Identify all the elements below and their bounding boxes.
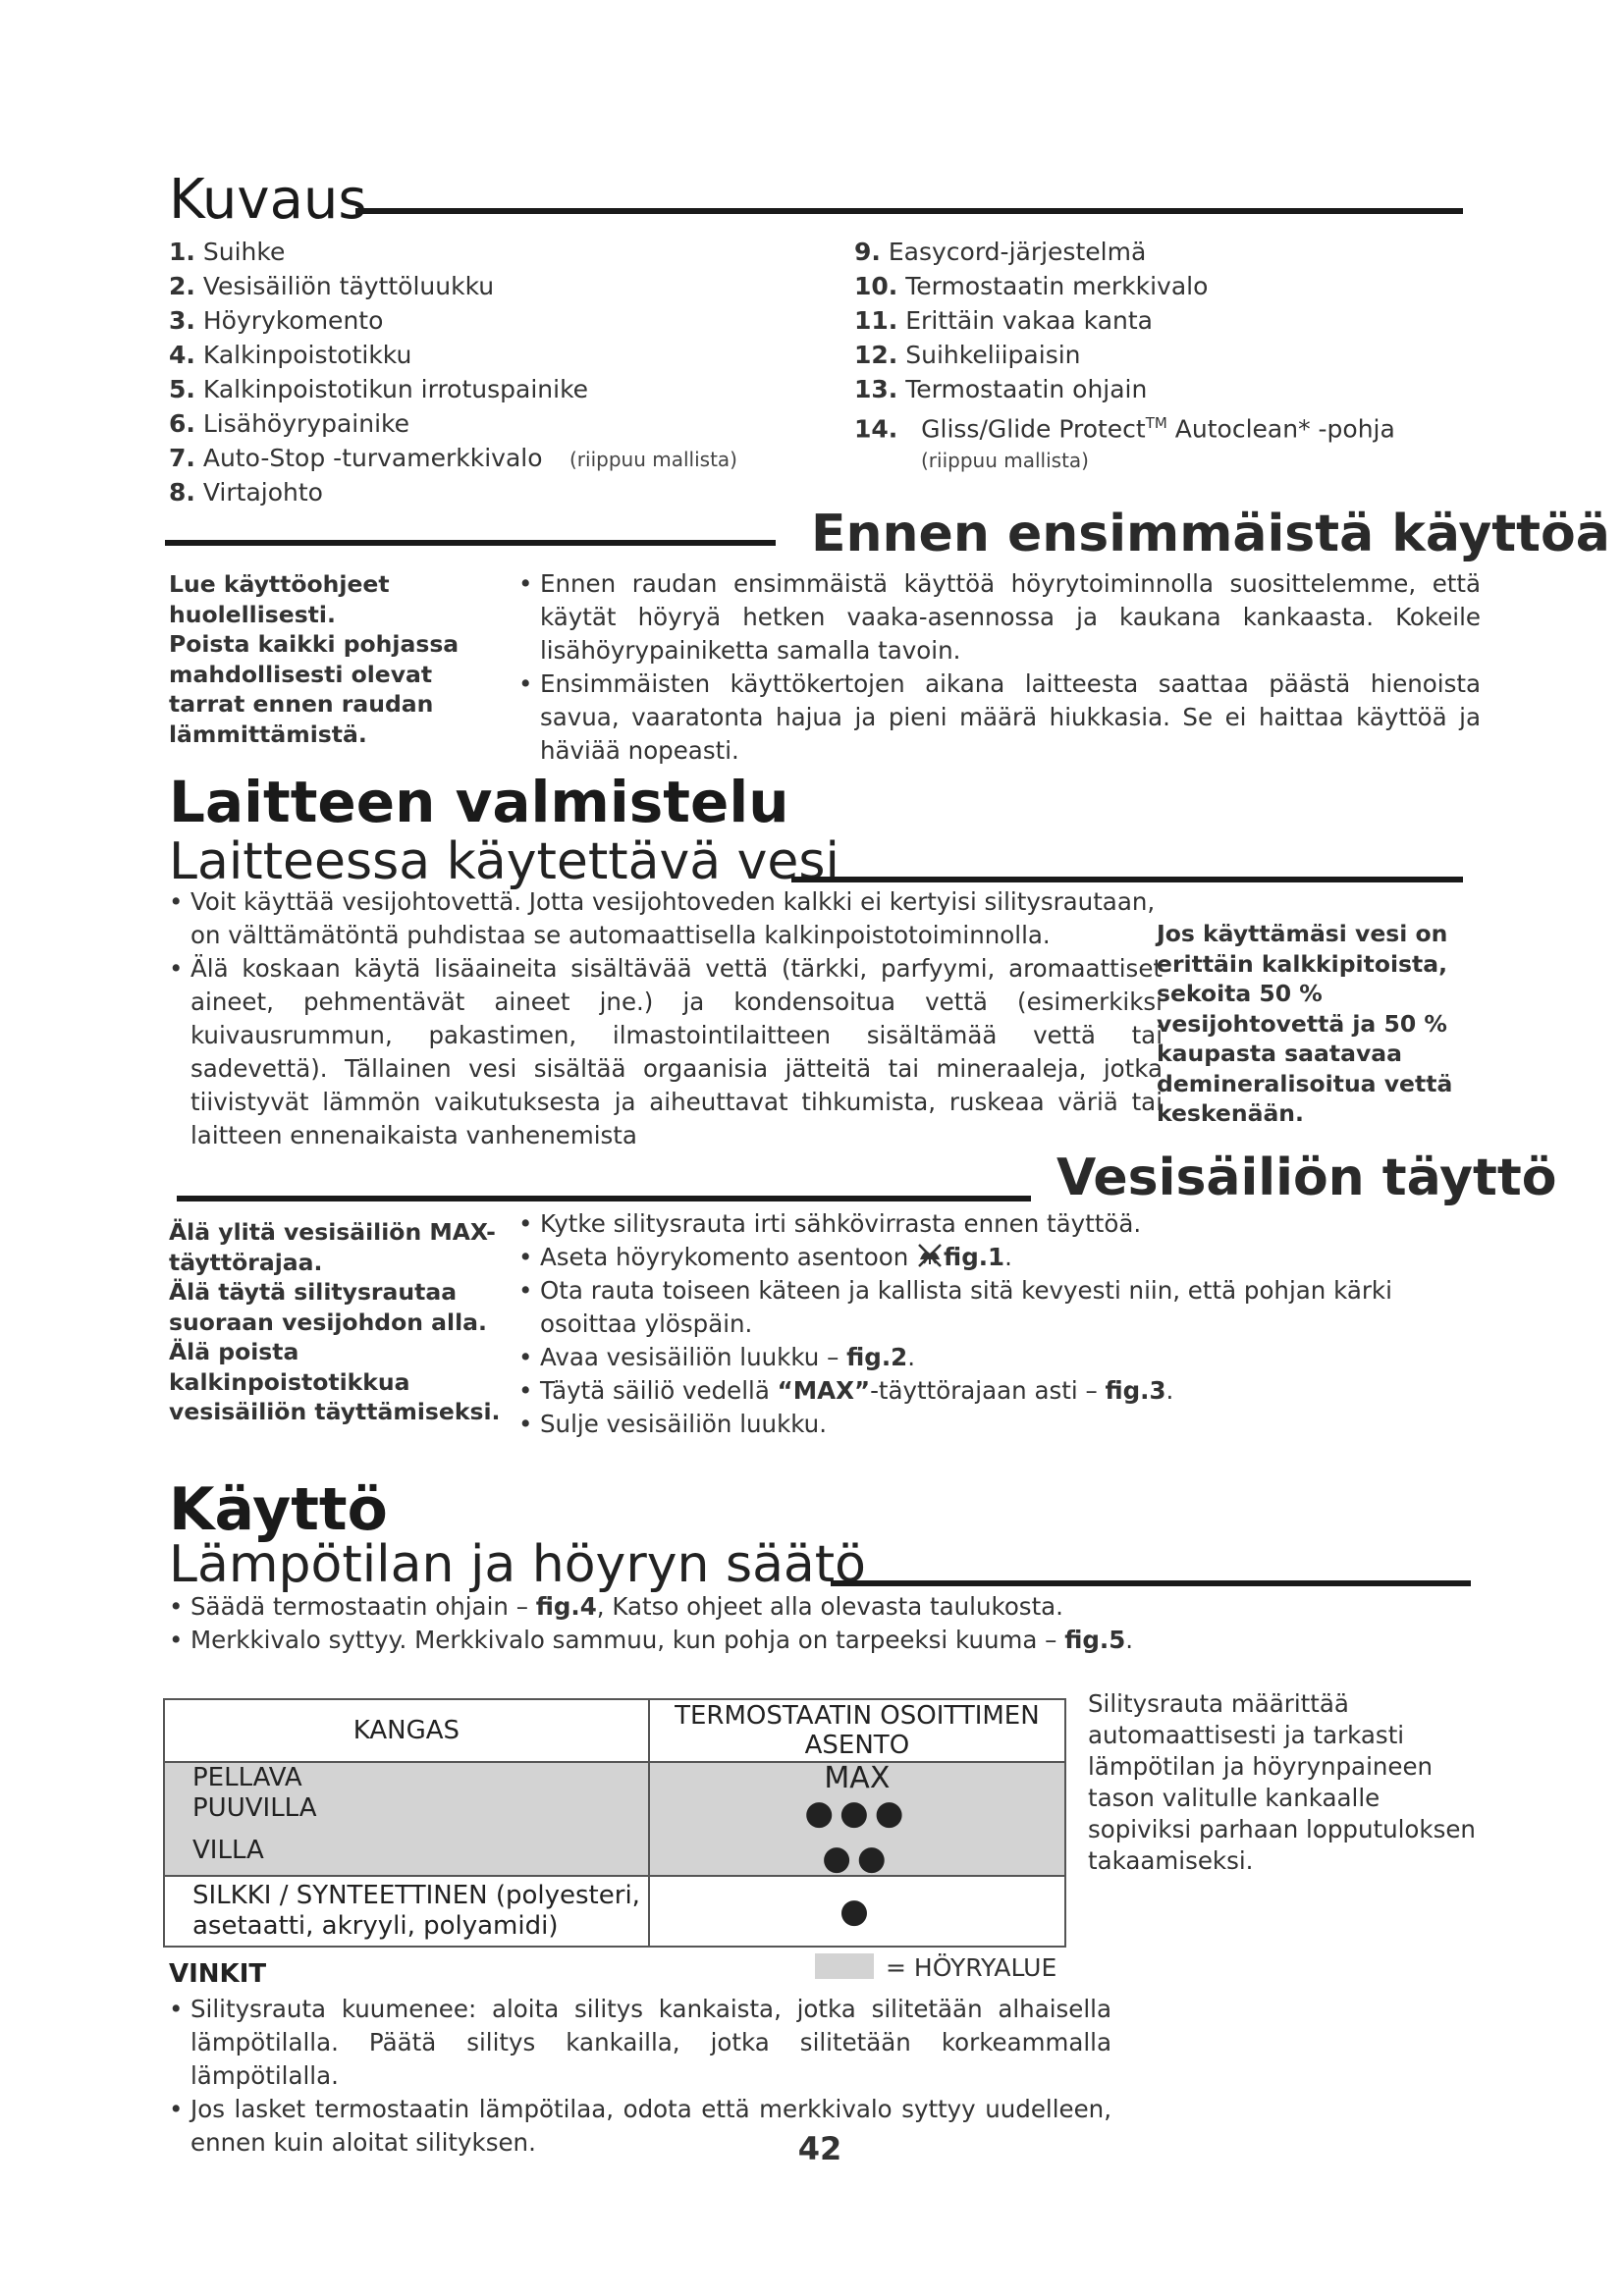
table-header: KANGAS bbox=[164, 1699, 649, 1762]
description-item: 11. Erittäin vakaa kanta bbox=[854, 306, 1153, 335]
description-item: 9. Easycord-järjestelmä bbox=[854, 238, 1147, 266]
list-item: • Älä koskaan käytä lisäaineita sisältävää vettä (tärkki, parfyymi, aromaattiset aineet, pehmentävät aineet jne.) ja kondensoitua vettä (esimerkiksi kuivausrummun, pakastimen, ilmastointilaitteen sisältämää vettä tai sadevettä). Tällainen vesi sisältää orgaanisia jätteitä tai mineraaleja, jotka tiivistyvät lämmön vaikutuksesta ja aiheuttavat tihkumista, ruskeaa väriä tai laitteen ennenaikaista vanhenemista bbox=[169, 952, 1163, 1152]
section-title-kuvaus: Kuvaus bbox=[169, 168, 367, 232]
description-item: 2. Vesisäiliön täyttöluukku bbox=[169, 272, 495, 300]
fabric-label: SILKKI / SYNTEETTINEN (polyesteri, asetaatti, akryyli, polyamidi) bbox=[164, 1876, 649, 1947]
bullet-list-tayttö bbox=[518, 1207, 1490, 1441]
description-list-left bbox=[169, 235, 856, 509]
description-item: 12. Suihkeliipaisin bbox=[854, 341, 1081, 369]
list-item: • Avaa vesisäiliön luukku – fig.2. bbox=[518, 1341, 1490, 1374]
bullet-list-vesi bbox=[169, 885, 1163, 1152]
model-note: (riippuu mallista) bbox=[569, 448, 737, 471]
fabric-label: PELLAVA bbox=[192, 1763, 302, 1792]
list-item: • Ensimmäisten käyttökertojen aikana laitteesta saattaa päästä hienoista savua, vaaratonta hajua ja pieni määrä hiukkasia. Se ei haittaa käyttöä ja häviää nopeasti. bbox=[518, 667, 1481, 768]
description-item: 7. Auto-Stop -turvamerkkivalo (riippuu mallista) bbox=[169, 441, 856, 475]
model-note: (riippuu mallista) bbox=[921, 449, 1089, 473]
description-item: 14. Gliss/Glide Protect™ Autoclean* -pohja bbox=[854, 414, 1395, 444]
list-item: • Ota rauta toiseen käteen ja kallista sitä kevyesti niin, että pohjan kärki osoittaa ylöspäin. bbox=[518, 1274, 1490, 1341]
section-title-valmistelu: Laitteen valmistelu bbox=[169, 769, 789, 835]
description-item: 10. Termostaatin merkkivalo bbox=[854, 272, 1209, 300]
section-rule bbox=[165, 540, 776, 546]
list-item: • Täytä säiliö vedellä “MAX”-täyttörajaan asti – fig.3. bbox=[518, 1374, 1490, 1408]
section-title-tayttö: Vesisäiliön täyttö bbox=[1056, 1148, 1557, 1207]
section-rule bbox=[177, 1196, 1031, 1201]
section-title-kaytto: Käyttö bbox=[169, 1475, 388, 1544]
description-item: 4. Kalkinpoistotikku bbox=[169, 341, 412, 369]
setting-value: MAX bbox=[824, 1761, 891, 1795]
tips-title: VINKIT bbox=[169, 1959, 267, 1989]
description-list-right bbox=[854, 235, 1492, 475]
list-item: • Ennen raudan ensimmäistä käyttöä höyrytoiminnolla suosittelemme, että käytät höyryä hetken vaaka-asennossa ja kaukana kankaasta. Kokeile lisähöyrypainiketta samalla tavoin. bbox=[518, 567, 1481, 667]
table-header: TERMOSTAATIN OSOITTIMEN ASENTO bbox=[649, 1699, 1065, 1762]
fabric-label: VILLA bbox=[192, 1836, 264, 1865]
list-item: • Kytke silitysrauta irti sähkövirrasta ennen täyttöä. bbox=[518, 1207, 1490, 1241]
setting-value: ●●● bbox=[804, 1793, 910, 1833]
section-title-ennen: Ennen ensimmäistä käyttöä bbox=[811, 505, 1610, 563]
list-item: • Sulje vesisäiliön luukku. bbox=[518, 1408, 1490, 1441]
table-row bbox=[164, 1762, 1065, 1876]
table-row bbox=[164, 1876, 1065, 1947]
bullet-list-ennen bbox=[518, 567, 1481, 768]
description-item: 6. Lisähöyrypainike bbox=[169, 409, 409, 438]
steam-off-icon bbox=[916, 1242, 944, 1269]
steam-zone-swatch bbox=[815, 1953, 874, 1979]
fabric-label: PUUVILLA bbox=[192, 1793, 317, 1823]
section-rule bbox=[791, 877, 1463, 882]
description-item: 1. Suihke bbox=[169, 238, 286, 266]
description-item: 8. Virtajohto bbox=[169, 478, 323, 507]
description-item: 5. Kalkinpoistotikun irrotuspainike bbox=[169, 375, 589, 403]
section-rule bbox=[355, 208, 1463, 214]
list-item: • Jos lasket termostaatin lämpötilaa, odota että merkkivalo syttyy uudelleen, ennen kuin aloitat silityksen. bbox=[169, 2093, 1111, 2160]
list-item: • Aseta höyrykomento asentoon fig.1. bbox=[518, 1241, 1490, 1274]
setting-value: ●● bbox=[822, 1839, 893, 1878]
section-title-vesi: Laitteessa käytettävä vesi bbox=[169, 832, 839, 891]
list-item: • Silitysrauta kuumenee: aloita silitys kankaista, jotka silitetään alhaisella lämpötilalla. Päätä silitys kankailla, jotka silitetään korkeammalla lämpötilalla. bbox=[169, 1993, 1111, 2093]
sidebar-note-ennen: Lue käyttöohjeet huolellisesti. Poista kaikki pohjassa mahdollisesti olevat tarrat ennen raudan lämmittämistä. bbox=[169, 570, 460, 748]
sidebar-note-vesi: Jos käyttämäsi vesi on erittäin kalkkipitoista, sekoita 50 % vesijohtovettä ja 50 % kaupasta saatavaa demineralisoitua vettä keskenään. bbox=[1157, 920, 1453, 1127]
description-item: 13. Termostaatin ohjain bbox=[854, 375, 1148, 403]
section-rule bbox=[831, 1580, 1471, 1586]
section-title-saato: Lämpötilan ja höyryn säätö bbox=[169, 1535, 866, 1594]
description-item: 3. Höyrykomento bbox=[169, 306, 384, 335]
setting-value: ● bbox=[649, 1876, 1065, 1947]
list-item: • Säädä termostaatin ohjain – fig.4, Katso ohjeet alla olevasta taulukosta. bbox=[169, 1590, 1249, 1624]
legend-label: = HÖYRYALUE bbox=[886, 1953, 1057, 1982]
list-item: • Voit käyttää vesijohtovettä. Jotta vesijohtoveden kalkki ei kertyisi silitysrautaan, on välttämätöntä puhdistaa se automaattisella kalkinpoistotoiminnolla. bbox=[169, 885, 1172, 952]
tips-list bbox=[169, 1993, 1111, 2160]
list-item: • Merkkivalo syttyy. Merkkivalo sammuu, kun pohja on tarpeeksi kuuma – fig.5. bbox=[169, 1624, 1249, 1657]
temperature-table bbox=[163, 1698, 1066, 1948]
page-number: 42 bbox=[797, 2130, 842, 2167]
bullet-list-saato bbox=[169, 1590, 1249, 1657]
side-note: Silitysrauta määrittää automaattisesti ja tarkasti lämpötilan ja höyrynpaineen tason valitulle kankaalle sopiviksi parhaan lopputuloksen takaamiseksi. bbox=[1088, 1689, 1476, 1875]
sidebar-note-tayttö: Älä ylitä vesisäiliön MAX-täyttörajaa. Älä täytä silitysrautaa suoraan vesijohdon alla. Älä poista kalkinpoistotikkua vesisäiliön täyttämiseksi. bbox=[169, 1218, 501, 1425]
